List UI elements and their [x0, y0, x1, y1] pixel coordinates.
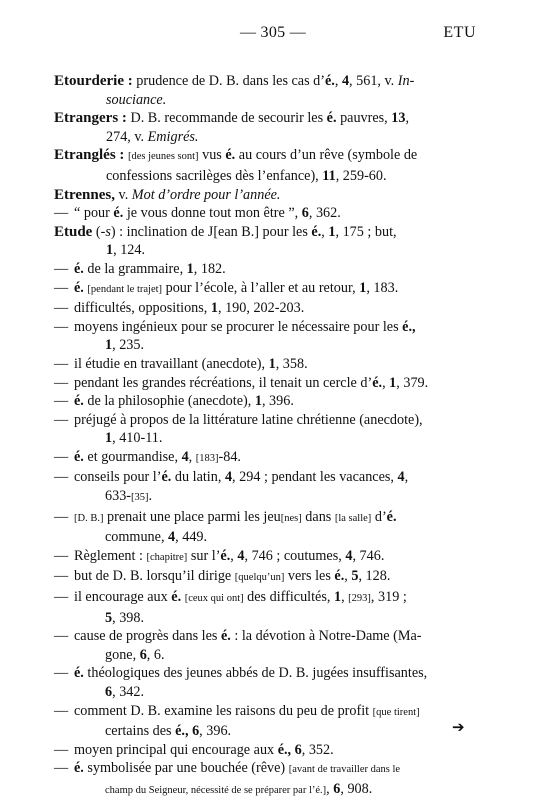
index-entry-head — [54, 146, 474, 185]
text-run: de la grammaire, — [83, 260, 187, 277]
text-run: , — [230, 547, 238, 564]
entry-line — [54, 609, 474, 628]
text-run: , 908. — [340, 780, 373, 797]
entry-line — [54, 109, 474, 128]
text-run: sur l’ — [187, 547, 221, 564]
entry-line — [54, 683, 474, 702]
entry-line — [54, 588, 474, 609]
text-run: certains des — [105, 723, 176, 740]
subentry-dash: — — [54, 568, 69, 585]
subentry-dash: — — [54, 355, 69, 372]
entry-line — [54, 741, 474, 760]
text-run: [que tirent] — [372, 706, 420, 718]
text-run: , — [188, 448, 196, 465]
index-entry-sub — [54, 355, 474, 374]
text-run: é. — [220, 628, 231, 645]
text-run: [avant de travailler dans le — [288, 764, 401, 776]
index-entries — [54, 72, 474, 801]
text-run: prenait une place parmi les jeu — [103, 508, 281, 525]
text-run: 13 — [391, 110, 406, 127]
text-run: [pendant le trajet] — [87, 283, 163, 295]
text-run: [183] — [195, 452, 219, 464]
text-run: -84. — [218, 448, 241, 465]
entry-line — [54, 374, 474, 393]
text-run: prudence de D. B. dans les cas d’ — [132, 73, 325, 89]
text-run: [D. B.] — [74, 512, 104, 524]
subentry-dash: — — [54, 508, 69, 525]
entry-line — [54, 186, 474, 205]
text-run: é. — [334, 568, 345, 585]
index-entry-sub — [54, 279, 474, 300]
text-run: il étudie en travaillant (anecdote), — [74, 355, 269, 372]
text-run: Mot d’ordre pour l’année. — [131, 186, 281, 203]
text-run: je vous donne tout mon être ”, — [123, 205, 302, 222]
index-entry-head — [54, 109, 474, 146]
entry-line — [54, 448, 474, 469]
text-run: [des jeunes sont] — [127, 151, 199, 163]
entry-line — [54, 487, 474, 508]
text-run: moyens ingénieux pour se procurer le nécessaire pour les — [74, 318, 403, 335]
subentry-dash: — — [54, 260, 69, 277]
text-run: é. — [386, 508, 397, 525]
text-run: é. — [74, 279, 84, 296]
text-run: vers les — [284, 568, 335, 585]
text-run: , 362. — [308, 205, 341, 222]
text-run: é. — [326, 110, 337, 127]
running-head: ETU — [443, 24, 476, 41]
entry-line — [54, 299, 474, 318]
text-run: é., — [402, 318, 416, 335]
index-entry-sub — [54, 759, 474, 800]
text-run: v. — [114, 186, 132, 203]
text-run: 6 — [333, 780, 341, 797]
text-run: 1 — [210, 300, 218, 317]
text-run: 1 — [268, 355, 276, 372]
index-entry-sub — [54, 448, 474, 469]
text-run: 274, v. — [106, 128, 148, 145]
index-entry-sub — [54, 508, 474, 547]
entry-line — [54, 429, 474, 448]
text-run: 1 — [105, 337, 113, 354]
text-run: , 259-60. — [335, 167, 387, 184]
text-run: [ceux qui ont] — [184, 593, 244, 605]
text-run: pauvres, — [336, 110, 392, 127]
text-run: 1 — [333, 589, 342, 606]
subentry-dash: — — [54, 318, 69, 335]
text-run: . — [148, 488, 153, 505]
subentry-dash: — — [54, 205, 69, 222]
text-run: 4 — [341, 73, 350, 89]
text-run: et gourmandise, — [83, 448, 182, 465]
text-run: commune, — [105, 529, 169, 546]
text-run: , 398. — [112, 609, 145, 626]
entry-line — [54, 392, 474, 411]
text-run: Règlement : — [74, 547, 147, 564]
text-run: Etude — [54, 223, 93, 240]
subentry-dash: — — [54, 760, 69, 777]
text-run: D. B. recommande de secourir les — [126, 110, 327, 127]
text-run: [293] — [348, 593, 371, 605]
entry-line — [54, 336, 474, 355]
text-run: au cours d’un rêve (symbole de — [235, 147, 418, 164]
entry-line — [54, 722, 474, 741]
text-run: [nes] — [280, 512, 302, 524]
text-run: 1 — [389, 374, 397, 391]
text-run: 6 — [192, 723, 200, 740]
text-run: , 561, v. — [349, 73, 398, 89]
entry-line — [54, 780, 474, 801]
text-run: , — [382, 374, 390, 391]
index-entry-head — [54, 72, 474, 109]
subentry-dash: — — [54, 741, 69, 758]
text-run: , 183. — [366, 279, 399, 296]
entry-line — [54, 627, 474, 646]
text-run: 4 — [345, 547, 353, 564]
text-run: 1 — [106, 242, 114, 259]
subentry-dash: — — [54, 547, 69, 564]
text-run: ) : inclination de J[ean B.] pour les — [110, 223, 312, 240]
text-run: “ pour — [74, 205, 114, 222]
text-run: 1 — [254, 393, 262, 410]
text-run: moyen principal qui encourage aux — [74, 741, 278, 758]
index-entry-sub — [54, 468, 474, 507]
text-run: 4 — [224, 469, 233, 486]
entry-line — [54, 128, 474, 147]
entry-line — [54, 508, 474, 529]
subentry-dash: — — [54, 300, 69, 317]
text-run: , — [404, 469, 409, 486]
subentry-dash: — — [54, 374, 69, 391]
text-run: théologiques des jeunes abbés de D. B. jugées insuffisantes, — [83, 665, 428, 682]
text-run: , 190, 202-203. — [217, 300, 305, 317]
text-run: de la philosophie (anecdote), — [83, 393, 255, 410]
page-number: — 305 — — [239, 24, 307, 41]
entry-line — [54, 468, 474, 487]
text-run: (- — [92, 223, 106, 240]
text-run: , 294 ; pendant les vacances, — [232, 469, 398, 486]
entry-line — [54, 241, 474, 260]
text-run: [chapitre] — [146, 551, 188, 563]
entry-line — [54, 567, 474, 588]
entry-line — [54, 91, 474, 110]
entry-line — [54, 260, 474, 279]
subentry-dash: — — [54, 469, 69, 486]
index-entry-sub — [54, 392, 474, 411]
text-run: 6 — [301, 205, 309, 222]
text-run: é. — [171, 589, 182, 606]
text-run: é. — [74, 393, 84, 410]
index-entry-sub — [54, 627, 474, 664]
entry-line — [54, 279, 474, 300]
index-entry-sub — [54, 260, 474, 279]
index-entry-sub — [54, 547, 474, 568]
text-run: but de D. B. lorsqu’il dirige — [74, 568, 235, 585]
text-run: 1 — [105, 430, 113, 447]
text-run: pour l’école, à l’aller et au retour, — [162, 279, 360, 296]
subentry-dash: — — [54, 393, 69, 410]
entry-line — [54, 72, 474, 91]
text-run: conseils pour l’ — [74, 469, 162, 486]
text-run: é., — [277, 741, 292, 758]
text-run: é. — [325, 73, 335, 89]
text-run: 6 — [139, 646, 147, 663]
text-run: , 319 ; — [370, 589, 407, 606]
text-run: , 746 ; coutumes, — [244, 547, 346, 564]
text-run: champ du Seigneur, nécessité de se préparer par l’é.] — [105, 784, 327, 796]
text-run: é. — [225, 147, 236, 164]
text-run: Etranglés : — [54, 147, 125, 164]
text-run: 1 — [359, 279, 367, 296]
text-run: symbolisée par une bouchée (rêve) — [83, 760, 289, 777]
text-run: In- — [397, 73, 415, 89]
text-run: , 746. — [352, 547, 385, 564]
index-entry-sub — [54, 204, 474, 223]
text-run: il encourage aux — [74, 589, 172, 606]
subentry-dash: — — [54, 411, 69, 428]
text-run: 4 — [397, 469, 405, 486]
text-run: Emigrés. — [147, 128, 199, 145]
text-run: é. — [74, 760, 84, 777]
text-run: , 128. — [358, 568, 391, 585]
text-run: difficultés, oppositions, — [74, 300, 211, 317]
text-run: 5 — [351, 568, 359, 585]
subentry-dash: — — [54, 628, 69, 645]
subentry-dash: — — [54, 702, 69, 719]
text-run: , 175 ; but, — [335, 223, 397, 240]
text-run: , 235. — [112, 337, 145, 354]
entry-line — [54, 223, 474, 242]
text-run: gone, — [105, 646, 140, 663]
text-run: é. — [372, 374, 383, 391]
text-run: é. — [74, 260, 84, 277]
entry-line — [54, 664, 474, 683]
text-run: Etourderie : — [54, 73, 133, 89]
subentry-dash: — — [54, 665, 69, 682]
index-entry-sub — [54, 741, 474, 760]
index-entry-sub — [54, 299, 474, 318]
text-run: préjugé à propos de la littérature latine chrétienne (anecdote), — [74, 411, 423, 428]
text-run: 6 — [105, 684, 113, 700]
text-run: é. — [74, 665, 84, 682]
text-run: 4 — [168, 529, 176, 546]
entry-line — [54, 759, 474, 780]
subentry-dash: — — [54, 448, 69, 465]
text-run: : la dévotion à Notre-Dame (Ma- — [230, 628, 422, 645]
entry-line — [54, 547, 474, 568]
text-run: é. — [161, 469, 172, 486]
entry-line — [54, 355, 474, 374]
text-run: pendant les grandes récréations, il tenait un cercle d’ — [74, 374, 373, 391]
text-run: dans — [301, 508, 335, 525]
text-run: , — [341, 589, 349, 606]
text-run: souciance. — [106, 91, 167, 108]
text-run: , 410-11. — [112, 430, 163, 447]
index-entry-head — [54, 186, 474, 205]
index-entry-sub — [54, 588, 474, 627]
text-run: comment D. B. examine les raisons du peu de profit — [74, 702, 373, 719]
entry-line — [54, 204, 474, 223]
text-run: , 396. — [199, 723, 232, 740]
text-run: 1 — [328, 223, 336, 240]
text-run: [35] — [131, 492, 149, 504]
entry-line — [54, 318, 474, 337]
text-run: , 396. — [261, 393, 294, 410]
text-run: , — [405, 110, 410, 127]
text-run: d’ — [371, 508, 387, 525]
text-run: 633- — [105, 488, 132, 505]
text-run: du latin, — [171, 469, 225, 486]
text-run: , 449. — [175, 529, 208, 546]
text-run: Etrennes, — [54, 186, 115, 203]
text-run: , 358. — [275, 355, 308, 372]
text-run: é. — [311, 223, 322, 240]
text-run: 11 — [322, 167, 336, 184]
text-run: , 352. — [301, 741, 334, 758]
continuation-arrow-icon: ➔ — [452, 720, 465, 736]
index-entry-sub — [54, 374, 474, 393]
text-run: é. — [74, 448, 84, 465]
entry-line — [54, 646, 474, 665]
text-run: , — [344, 568, 352, 585]
text-run: vus — [198, 147, 226, 164]
index-entry-sub — [54, 664, 474, 701]
text-run: , — [326, 780, 334, 797]
text-run: [quelqu’un] — [234, 572, 285, 584]
text-run: des difficultés, — [243, 589, 334, 606]
text-run: confessions sacrilèges dès l’enfance), — [106, 167, 323, 184]
text-run: , 182. — [193, 260, 226, 277]
entry-line — [54, 167, 474, 186]
text-run: é. — [220, 547, 231, 564]
entry-line — [54, 146, 474, 167]
text-run: 4 — [237, 547, 245, 564]
index-entry-sub — [54, 411, 474, 448]
text-run: , 342. — [112, 684, 145, 700]
text-run: [la salle] — [334, 512, 372, 524]
entry-line — [54, 528, 474, 547]
text-run: , 379. — [396, 374, 429, 391]
text-run: 6 — [294, 741, 302, 758]
text-run: é. — [113, 205, 124, 222]
text-run: 4 — [181, 448, 189, 465]
index-entry-sub — [54, 567, 474, 588]
text-run: cause de progrès dans les — [74, 628, 221, 645]
text-run: , — [334, 73, 342, 89]
text-run: é., — [175, 723, 189, 740]
subentry-dash: — — [54, 279, 69, 296]
index-entry-head — [54, 223, 474, 260]
text-run: , 124. — [113, 242, 146, 259]
text-run: , — [321, 223, 329, 240]
index-entry-sub — [54, 318, 474, 355]
entry-line — [54, 702, 474, 723]
text-run: 5 — [105, 609, 113, 626]
text-run: 1 — [186, 260, 194, 277]
subentry-dash: — — [54, 589, 69, 606]
text-run: Etrangers : — [54, 110, 127, 127]
text-run: s — [105, 223, 111, 240]
entry-line — [54, 411, 474, 430]
text-run: , 6. — [146, 646, 165, 663]
index-entry-sub — [54, 702, 474, 741]
